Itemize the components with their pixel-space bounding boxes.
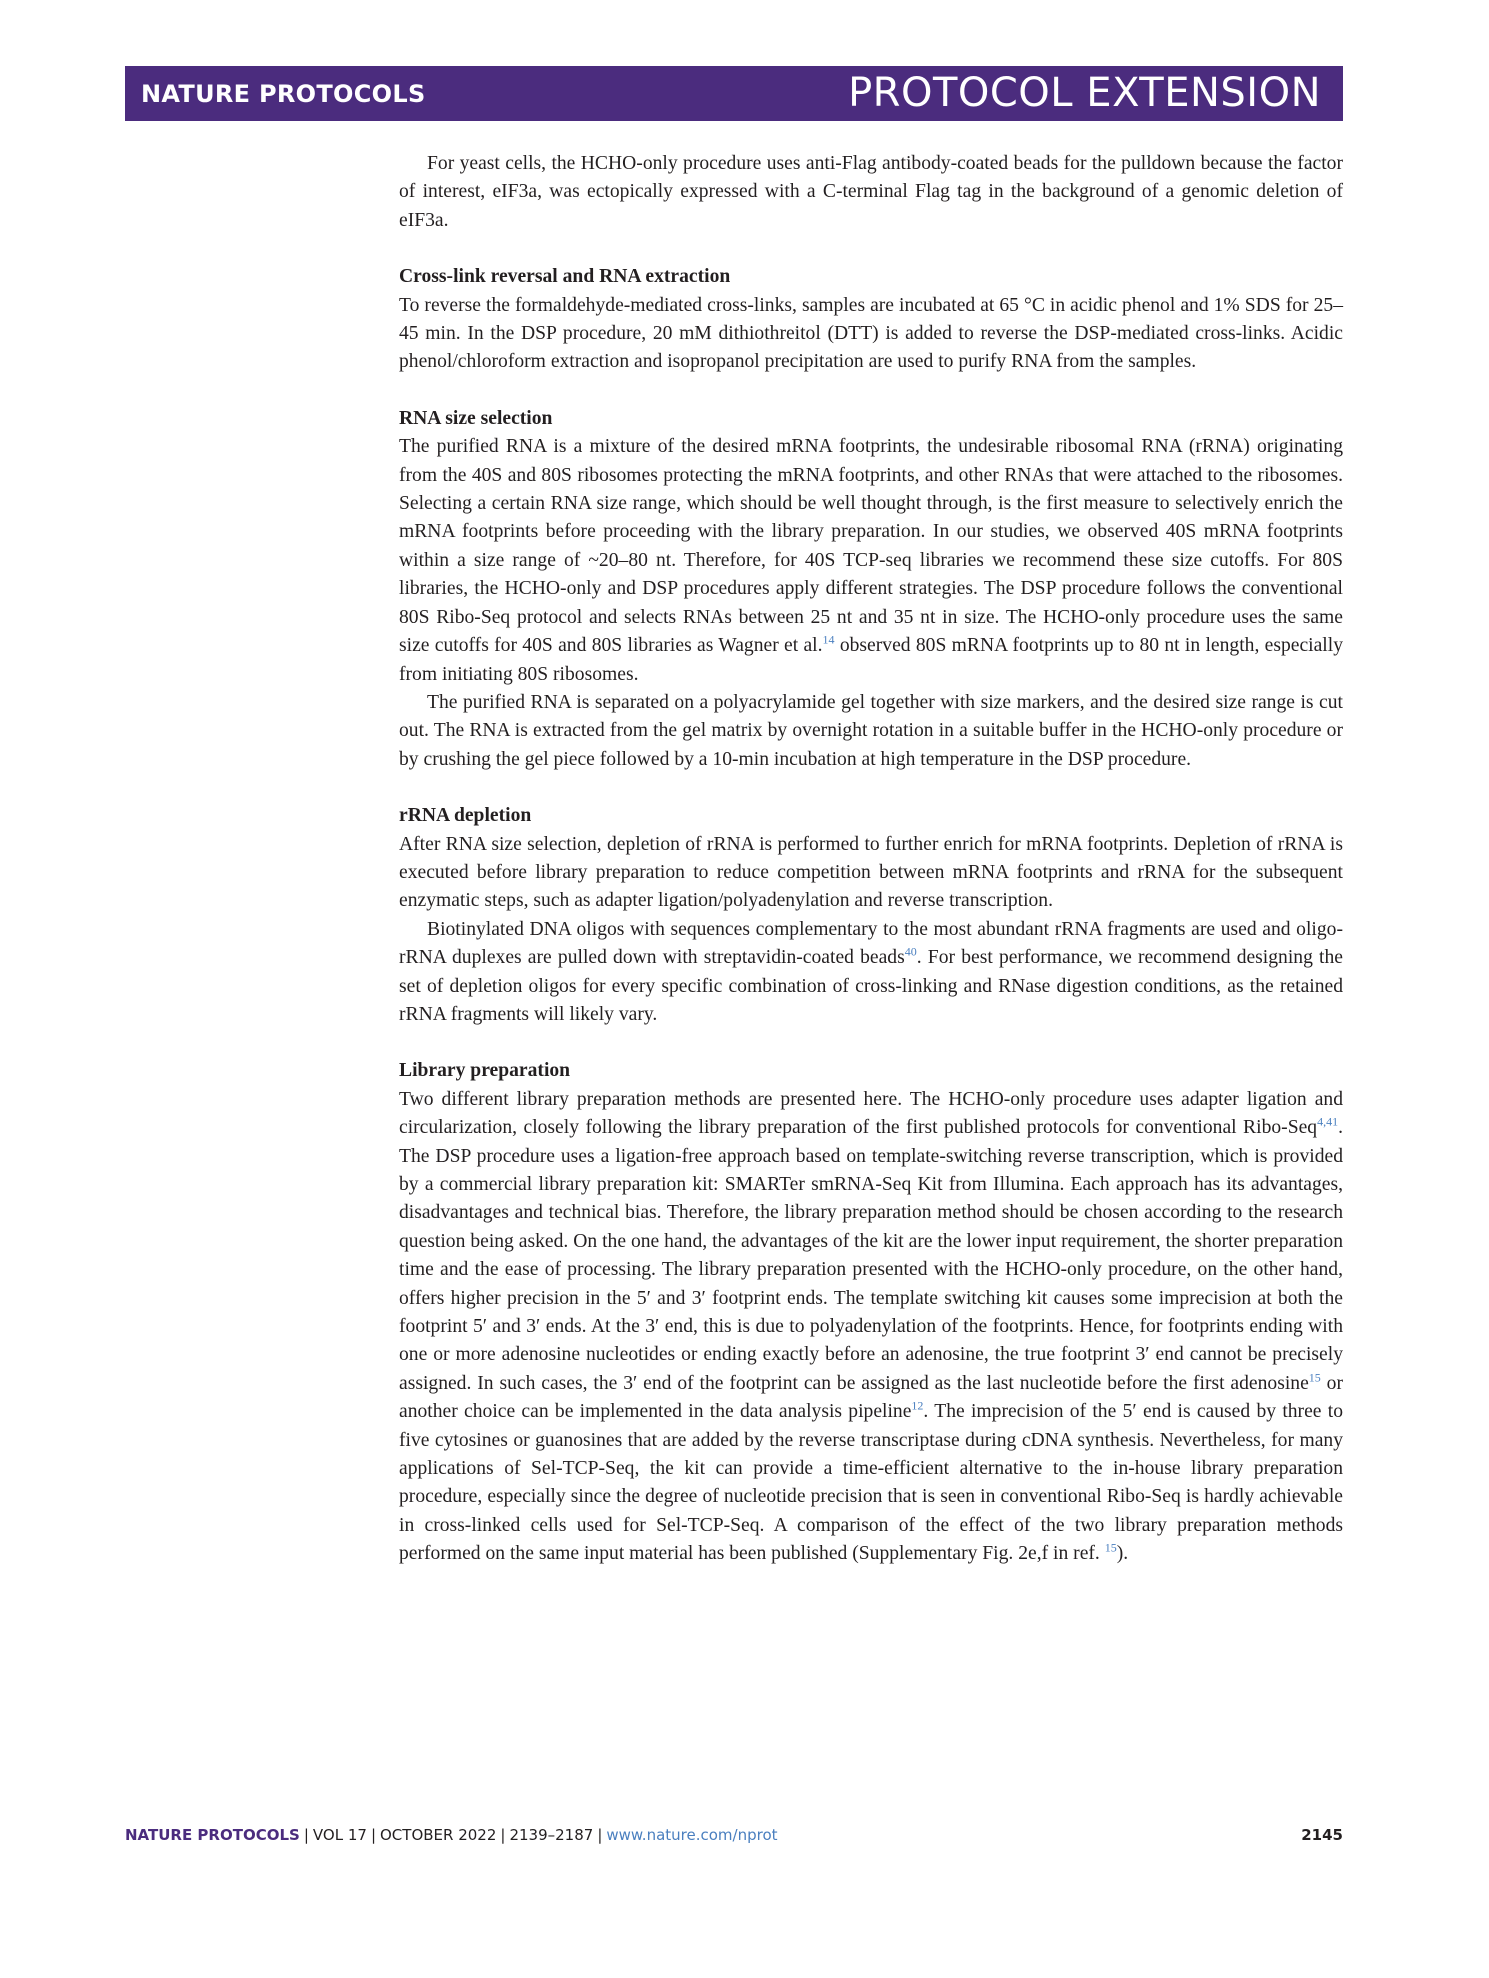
footer-volume: VOL 17 <box>312 1826 367 1844</box>
section-library-preparation <box>399 1057 1343 1568</box>
footer-date: OCTOBER 2022 <box>380 1826 497 1844</box>
section-crosslink <box>399 263 1343 377</box>
citation-link[interactable]: 15 <box>1308 1370 1321 1385</box>
paragraph <box>399 433 1343 689</box>
section-rrna-depletion <box>399 802 1343 1029</box>
page-number: 2145 <box>1301 1826 1343 1844</box>
intro-paragraph: For yeast cells, the HCHO-only procedure uses anti-Flag antibody-coated beads for the pulldown because the factor of interest, eIF3a, was ectopically expressed with a C-terminal Flag tag in the background of a genomic deletion of eIF3a. <box>399 153 1343 231</box>
article-type: PROTOCOL EXTENSION <box>848 70 1321 116</box>
page-footer <box>125 1826 1343 1850</box>
text-run: Two different library preparation methods are presented here. The HCHO-only procedure uses adapter ligation and circularization, closely following the library preparation of the first published protocols for conventional Ribo-Seq <box>399 1088 1343 1139</box>
text-run: observed 80S mRNA footprints up to 80 nt in length, especially from initiating 80S ribosomes. <box>399 635 1343 685</box>
text-run: or another choice can be implemented in the data analysis pipeline <box>399 1372 1343 1423</box>
section-heading: Cross-link reversal and RNA extraction <box>399 266 731 288</box>
page-header <box>125 66 1343 121</box>
text-run: ). <box>1116 1543 1129 1565</box>
citation-link[interactable]: 40 <box>904 944 917 959</box>
text-run: Biotinylated DNA oligos with sequences complementary to the most abundant rRNA fragments are used and oligo-rRNA duplexes are pulled down with streptavidin-coated beads <box>399 918 1343 969</box>
text-run: . The DSP procedure uses a ligation-free approach based on template-switching reverse transcription, which is provided by a commercial library preparation kit: SMARTer smRNA-Seq Kit from Illumina. Each approach has its advantages, disadvantages and technical bias. Therefore, the library preparation method should be chosen according to the research question being asked. On the one hand, the advantages of the kit are the lower input requirement, the shorter preparation time and the ease of processing. The library preparation presented with the HCHO-only procedure, on the other hand, offers higher precision in the 5′ and 3′ footprint ends. The template switching kit causes some imprecision at both the footprint 5′ and 3′ ends. At the 3′ end, this is due to polyadenylation of the footprints. Hence, for footprints ending with one or more adenosine nucleotides or ending exactly before an adenosine, the true footprint 3′ end cannot be precisely assigned. In such cases, the 3′ end of the footprint can be assigned as the last nucleotide before the first adenosine <box>399 1117 1343 1394</box>
paragraph <box>399 916 1343 1030</box>
text-run: . The imprecision of the 5′ end is caused by three to five cytosines or guanosines that are added by the reverse transcriptase during cDNA synthesis. Nevertheless, for many applications of Sel-TCP-Seq, the kit can provide a time-efficient alternative to the in-house library preparation procedure, especially since the degree of nucleotide precision that is seen in conventional Ribo-Seq is hardly achievable in cross-linked cells used for Sel-TCP-Seq. A comparison of the effect of the two library preparation methods performed on the same input material has been published (Supplementary Fig. 2e,f in ref. <box>399 1401 1343 1565</box>
paragraph: The purified RNA is separated on a polyacrylamide gel together with size markers, and the desired size range is cut out. The RNA is extracted from the gel matrix by overnight rotation in a suitable buffer in the HCHO-only procedure or by crushing the gel piece followed by a 10-min incubation at high temperature in the DSP procedure. <box>399 691 1343 770</box>
text-run: The purified RNA is a mixture of the desired mRNA footprints, the undesirable ribosomal RNA (rRNA) originating from the 40S and 80S ribosomes protecting the mRNA footprints, and other RNAs that were attached to the ribosomes. Selecting a certain RNA size range, which should be well thought through, is the first measure to selectively enrich the mRNA footprints before proceeding with the library preparation. In our studies, we observed 40S mRNA footprints within a size range of ~20–80 nt. Therefore, for 40S TCP-seq libraries we recommend these size cutoffs. For 80S libraries, the HCHO-only and DSP procedures apply different strategies. The DSP procedure follows the conventional 80S Ribo-Seq protocol and selects RNAs between 25 nt and 35 nt in size. The HCHO-only procedure uses the same size cutoffs for 40S and 80S libraries as Wagner et al. <box>399 436 1343 657</box>
paragraph: To reverse the formaldehyde-mediated cross-links, samples are incubated at 65 °C in acidic phenol and 1% SDS for 25–45 min. In the DSP procedure, 20 mM dithiothreitol (DTT) is added to reverse the DSP-mediated cross-links. Acidic phenol/chloroform extraction and isopropanol precipitation are used to purify RNA from the samples. <box>399 294 1343 373</box>
citation-link[interactable]: 12 <box>911 1398 924 1413</box>
footer-citation: NATURE PROTOCOLS | VOL 17 | OCTOBER 2022 | 2139–2187 | www.nature.com/nprot <box>125 1826 778 1844</box>
journal-name: NATURE PROTOCOLS <box>141 80 426 108</box>
paragraph: After RNA size selection, depletion of rRNA is performed to further enrich for mRNA footprints. Depletion of rRNA is executed before library preparation to reduce competition between mRNA footprints and rRNA for the subsequent enzymatic steps, such as adapter ligation/polyadenylation and reverse transcription. <box>399 833 1343 912</box>
section-heading: rRNA depletion <box>399 805 532 827</box>
paragraph <box>399 1086 1343 1569</box>
text-run: . For best performance, we recommend designing the set of depletion oligos for every specific combination of cross-linking and RNase digestion conditions, as the retained rRNA fragments will likely vary. <box>399 947 1343 1025</box>
section-heading: RNA size selection <box>399 407 553 429</box>
citation-link[interactable]: 14 <box>822 632 835 647</box>
footer-pages: 2139–2187 <box>509 1826 594 1844</box>
citation-link[interactable]: 15 <box>1104 1540 1117 1555</box>
citation-link[interactable]: 4,41 <box>1317 1114 1339 1129</box>
section-size-selection <box>399 405 1343 774</box>
section-heading: Library preparation <box>399 1060 571 1082</box>
footer-journal: NATURE PROTOCOLS <box>125 1826 300 1844</box>
footer-url-link[interactable]: www.nature.com/nprot <box>606 1826 778 1844</box>
article-body <box>399 150 1343 1569</box>
